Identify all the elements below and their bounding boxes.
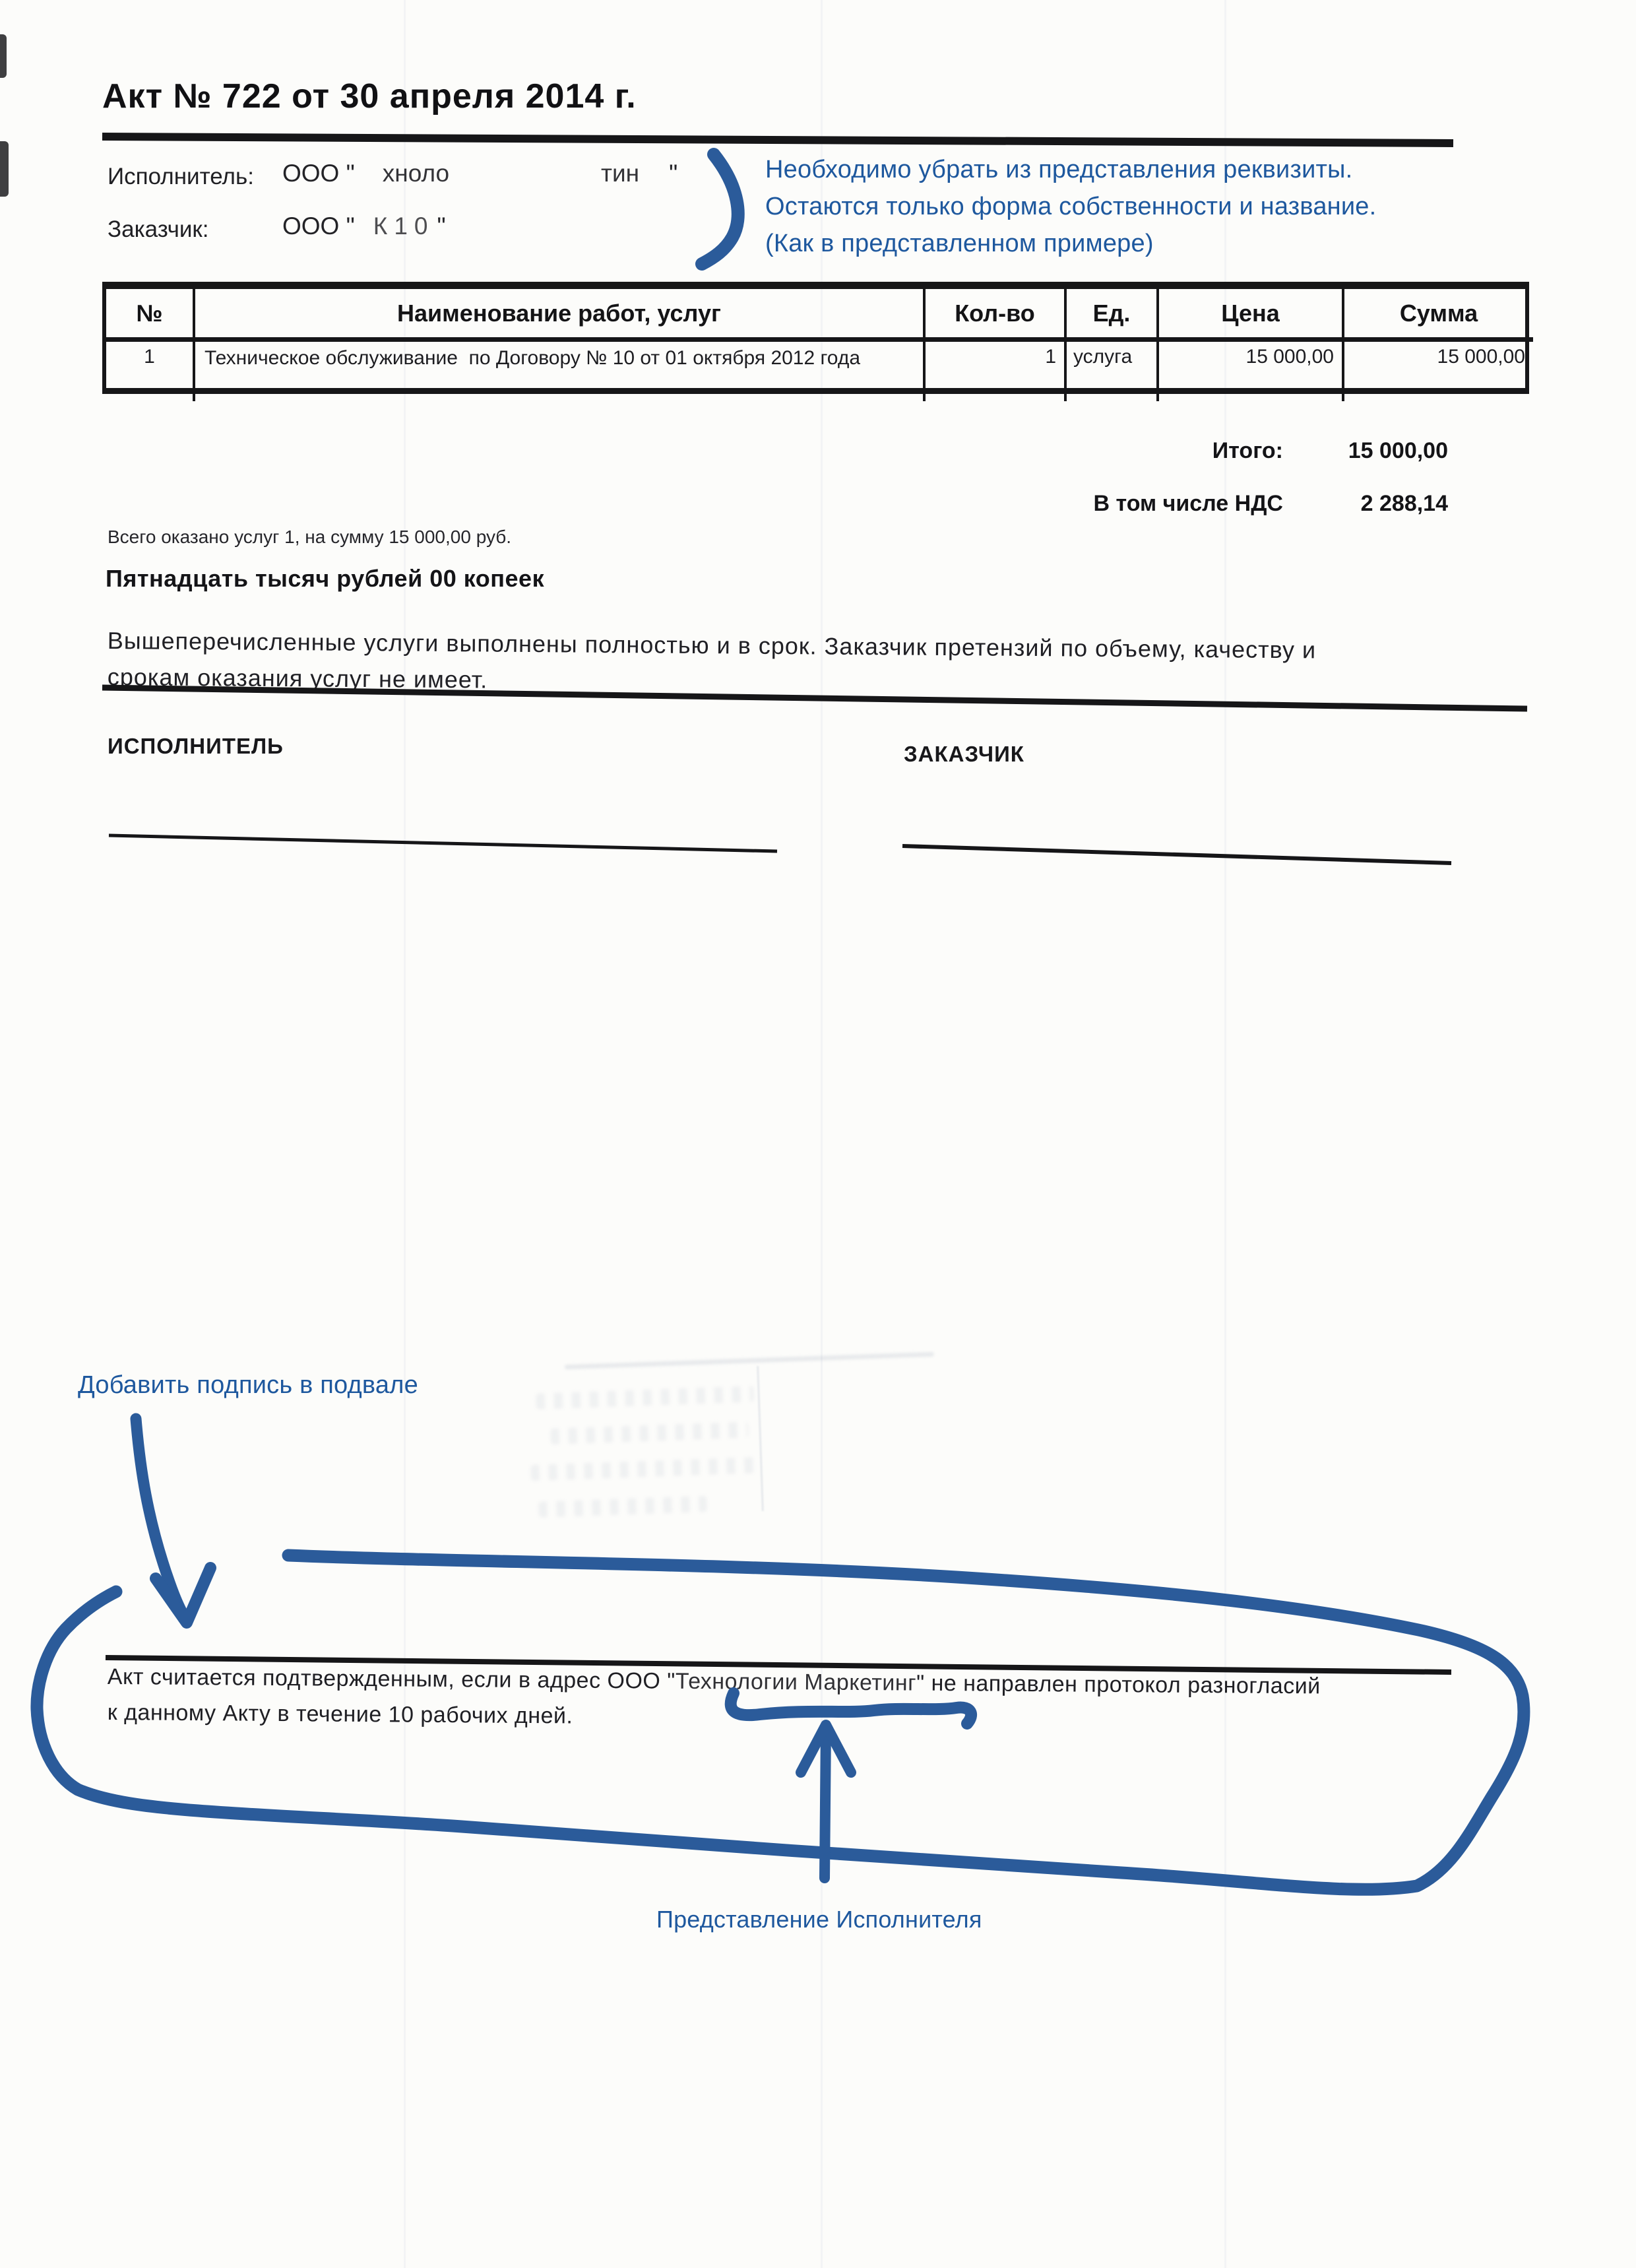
ink-arrow-down: [136, 1419, 186, 1619]
stamp-bleed-line: [530, 1457, 755, 1481]
client-label: Заказчик:: [108, 216, 209, 242]
table-row-qty: 1: [926, 342, 1067, 401]
executor-name-fragment: хноло: [382, 160, 450, 187]
ink-bracket: [702, 154, 738, 264]
completion-paragraph-line2: срокам оказания услуг не имеет.: [107, 663, 488, 694]
footer-line1-after: " не направлен протокол разногласий: [916, 1670, 1321, 1699]
table-header-qty: Кол-во: [926, 289, 1067, 342]
executor-signature-title: ИСПОЛНИТЕЛЬ: [108, 734, 284, 758]
executor-name: [282, 160, 677, 187]
executor-name-suffix: ": [669, 160, 678, 187]
vat-value: 2 288,14: [1360, 491, 1448, 516]
client-signature-title: ЗАКАЗЧИК: [904, 742, 1024, 766]
footer-line1-before: Акт считается подтвержденным, если в адрес ООО ": [107, 1664, 676, 1694]
annotation-add-signature: Добавить подпись в подвале: [78, 1371, 418, 1399]
footer-company-name: Технологии Маркетинг: [675, 1668, 917, 1696]
completion-paragraph-line1: Вышеперечисленные услуги выполнены полностью и в срок. Заказчик претензий по объему, качеству и: [107, 627, 1317, 664]
table-header-unit: Ед.: [1067, 289, 1159, 342]
stamp-bleed-line: [536, 1386, 754, 1409]
table-row-name: Техническое обслуживание по Договору № 10 от 01 октября 2012 года: [195, 342, 926, 401]
ink-underline-scribble: [731, 1693, 971, 1724]
title-rule: [102, 137, 1453, 143]
total-label: Итого:: [1212, 438, 1283, 463]
stamp-bleed-line: [538, 1496, 707, 1518]
executor-label: Исполнитель:: [108, 164, 254, 189]
annotation-note-line3: (Как в представленном примере): [765, 230, 1154, 257]
stamp-bleed-line: [550, 1422, 749, 1444]
scan-edge-smudge: [0, 34, 7, 78]
client-name-prefix: ООО ": [282, 212, 355, 240]
client-name: [282, 212, 446, 240]
footer-line1: [108, 1664, 1321, 1699]
annotation-note-line2: Остаются только форма собственности и название.: [765, 193, 1377, 220]
ink-arrow-up-head: [801, 1725, 851, 1772]
scan-edge-smudge: [0, 141, 9, 197]
client-name-fragment: К10: [373, 212, 435, 240]
table-row-price: 15 000,00: [1159, 342, 1344, 401]
table-header-sum: Сумма: [1344, 289, 1533, 342]
table-row-number: 1: [106, 342, 195, 401]
stamp-bleed-border: [757, 1366, 764, 1511]
executor-name-prefix: ООО ": [282, 160, 355, 187]
vat-label: В том числе НДС: [1093, 491, 1283, 516]
stamp-bleed-through: [522, 1354, 771, 1528]
services-summary-line: Всего оказано услуг 1, на сумму 15 000,00 руб.: [108, 527, 512, 547]
table-header-name: Наименование работ, услуг: [195, 289, 926, 342]
client-name-suffix: ": [437, 212, 446, 240]
stamp-bleed-line: [565, 1352, 934, 1370]
annotation-executor-presentation: Представление Исполнителя: [656, 1906, 982, 1933]
annotation-note-line1: Необходимо убрать из представления реквизиты.: [765, 156, 1353, 183]
services-table: [102, 282, 1529, 394]
ink-arrow-down-head: [156, 1568, 210, 1623]
table-row-unit: услуга: [1067, 342, 1159, 401]
client-signature-line: [902, 846, 1451, 863]
total-value: 15 000,00: [1348, 438, 1448, 463]
document-title: Акт № 722 от 30 апреля 2014 г.: [102, 77, 637, 115]
ink-arrow-up: [825, 1728, 826, 1878]
table-header-number: №: [106, 289, 195, 342]
executor-name-fragment: тин: [601, 160, 640, 187]
footer-line2: к данному Акту в течение 10 рабочих дней.: [107, 1700, 573, 1729]
amount-in-words: Пятнадцать тысяч рублей 00 копеек: [106, 565, 545, 592]
table-row-sum: 15 000,00: [1437, 346, 1525, 368]
executor-signature-line: [109, 835, 777, 851]
table-header-price: Цена: [1159, 289, 1344, 342]
